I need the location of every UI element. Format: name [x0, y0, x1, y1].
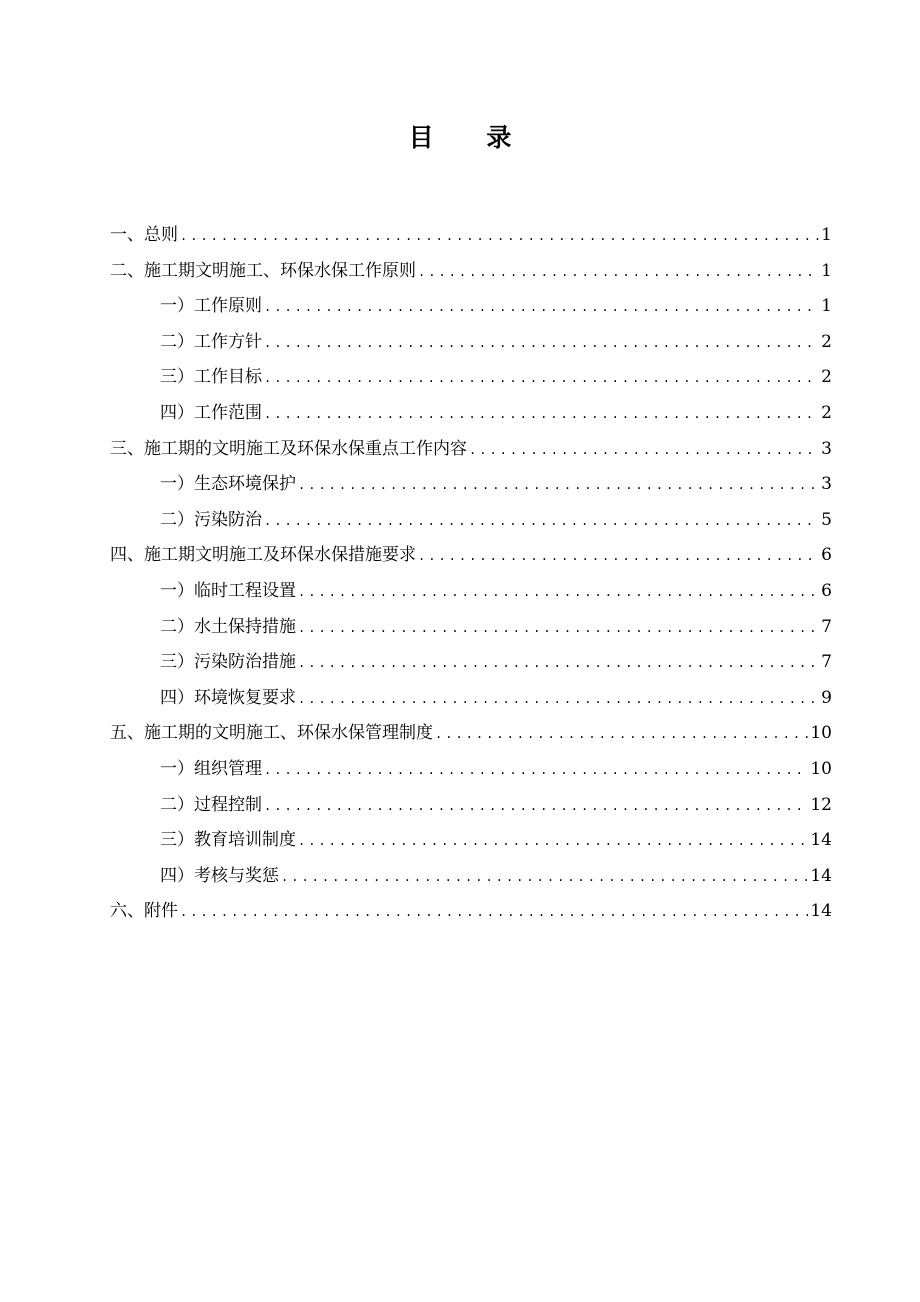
toc-entry-label: 一）生态环境保护 — [160, 474, 296, 495]
toc-entry-label: 一）临时工程设置 — [160, 580, 296, 601]
toc-entry-label: 三）工作目标 — [160, 367, 262, 388]
toc-entry[interactable] — [110, 432, 832, 468]
toc-entry-page-number: 6 — [821, 580, 832, 601]
toc-entry[interactable] — [110, 467, 832, 503]
toc-entry[interactable] — [110, 360, 832, 396]
toc-entry-page-number: 12 — [810, 794, 832, 815]
toc-entry-page-number: 7 — [821, 652, 832, 673]
toc-entry-page-number: 2 — [821, 402, 832, 423]
toc-entry[interactable] — [110, 254, 832, 290]
toc-entry-label: 一）工作原则 — [160, 296, 262, 317]
toc-entry-label: 三、施工期的文明施工及环保水保重点工作内容 — [110, 438, 467, 459]
toc-entry-label: 一、总则 — [110, 225, 178, 245]
toc-list — [110, 218, 832, 930]
toc-dot-leader — [180, 895, 808, 931]
toc-entry-page-number: 9 — [821, 687, 832, 708]
toc-dot-leader — [180, 219, 819, 255]
toc-entry[interactable] — [110, 752, 832, 788]
toc-entry-label: 二、施工期文明施工、环保水保工作原则 — [110, 260, 416, 281]
toc-dot-leader — [298, 468, 819, 504]
toc-entry-page-number: 6 — [821, 545, 832, 566]
toc-dot-leader — [418, 255, 819, 291]
toc-entry-page-number: 14 — [810, 901, 832, 922]
toc-dot-leader — [264, 504, 819, 540]
toc-entry-label: 二）过程控制 — [160, 794, 262, 815]
toc-dot-leader — [469, 433, 819, 469]
toc-dot-leader — [264, 326, 819, 362]
toc-entry[interactable] — [110, 574, 832, 610]
toc-dot-leader — [298, 824, 808, 860]
toc-entry-label: 五、施工期的文明施工、环保水保管理制度 — [110, 723, 433, 744]
toc-dot-leader — [264, 361, 819, 397]
toc-entry-label: 四）工作范围 — [160, 402, 262, 423]
toc-entry-label: 三）污染防治措施 — [160, 652, 296, 673]
toc-entry-page-number: 2 — [821, 331, 832, 352]
toc-entry[interactable] — [110, 396, 832, 432]
toc-entry-page-number: 1 — [821, 225, 832, 245]
toc-entry-page-number: 7 — [821, 616, 832, 637]
toc-entry[interactable] — [110, 716, 832, 752]
toc-entry[interactable] — [110, 289, 832, 325]
toc-entry-page-number: 14 — [810, 865, 832, 886]
toc-entry-page-number: 2 — [821, 367, 832, 388]
toc-dot-leader — [298, 646, 819, 682]
toc-dot-leader — [281, 860, 808, 896]
toc-entry[interactable] — [110, 859, 832, 895]
toc-title: 目 录 — [408, 123, 534, 152]
toc-entry[interactable] — [110, 325, 832, 361]
toc-dot-leader — [435, 717, 808, 753]
toc-entry-page-number: 5 — [821, 509, 832, 530]
toc-dot-leader — [298, 575, 819, 611]
toc-entry-page-number: 1 — [821, 260, 832, 281]
toc-dot-leader — [418, 539, 819, 575]
toc-entry-page-number: 14 — [810, 830, 832, 851]
toc-entry-label: 四）环境恢复要求 — [160, 687, 296, 708]
toc-entry-label: 四）考核与奖惩 — [160, 865, 279, 886]
toc-dot-leader — [264, 290, 819, 326]
toc-entry[interactable] — [110, 894, 832, 930]
toc-entry[interactable] — [110, 788, 832, 824]
toc-entry[interactable] — [110, 610, 832, 646]
toc-entry[interactable] — [110, 681, 832, 717]
toc-entry-label: 四、施工期文明施工及环保水保措施要求 — [110, 545, 416, 566]
toc-entry[interactable] — [110, 218, 832, 254]
toc-entry[interactable] — [110, 503, 832, 539]
toc-entry-label: 一）组织管理 — [160, 758, 262, 779]
toc-entry-label: 二）污染防治 — [160, 509, 262, 530]
toc-entry-label: 二）水土保持措施 — [160, 616, 296, 637]
toc-entry-page-number: 3 — [821, 438, 832, 459]
toc-entry-page-number: 1 — [821, 296, 832, 317]
toc-entry-page-number: 10 — [810, 723, 832, 744]
toc-entry-label: 二）工作方针 — [160, 331, 262, 352]
toc-entry-label: 三）教育培训制度 — [160, 830, 296, 851]
toc-dot-leader — [298, 682, 819, 718]
toc-entry-label: 六、附件 — [110, 901, 178, 922]
toc-entry[interactable] — [110, 538, 832, 574]
toc-entry-page-number: 3 — [821, 474, 832, 495]
toc-dot-leader — [264, 753, 808, 789]
toc-entry-page-number: 10 — [810, 758, 832, 779]
toc-entry[interactable] — [110, 823, 832, 859]
toc-dot-leader — [264, 789, 808, 825]
toc-dot-leader — [298, 611, 819, 647]
toc-dot-leader — [264, 397, 819, 433]
toc-entry[interactable] — [110, 645, 832, 681]
